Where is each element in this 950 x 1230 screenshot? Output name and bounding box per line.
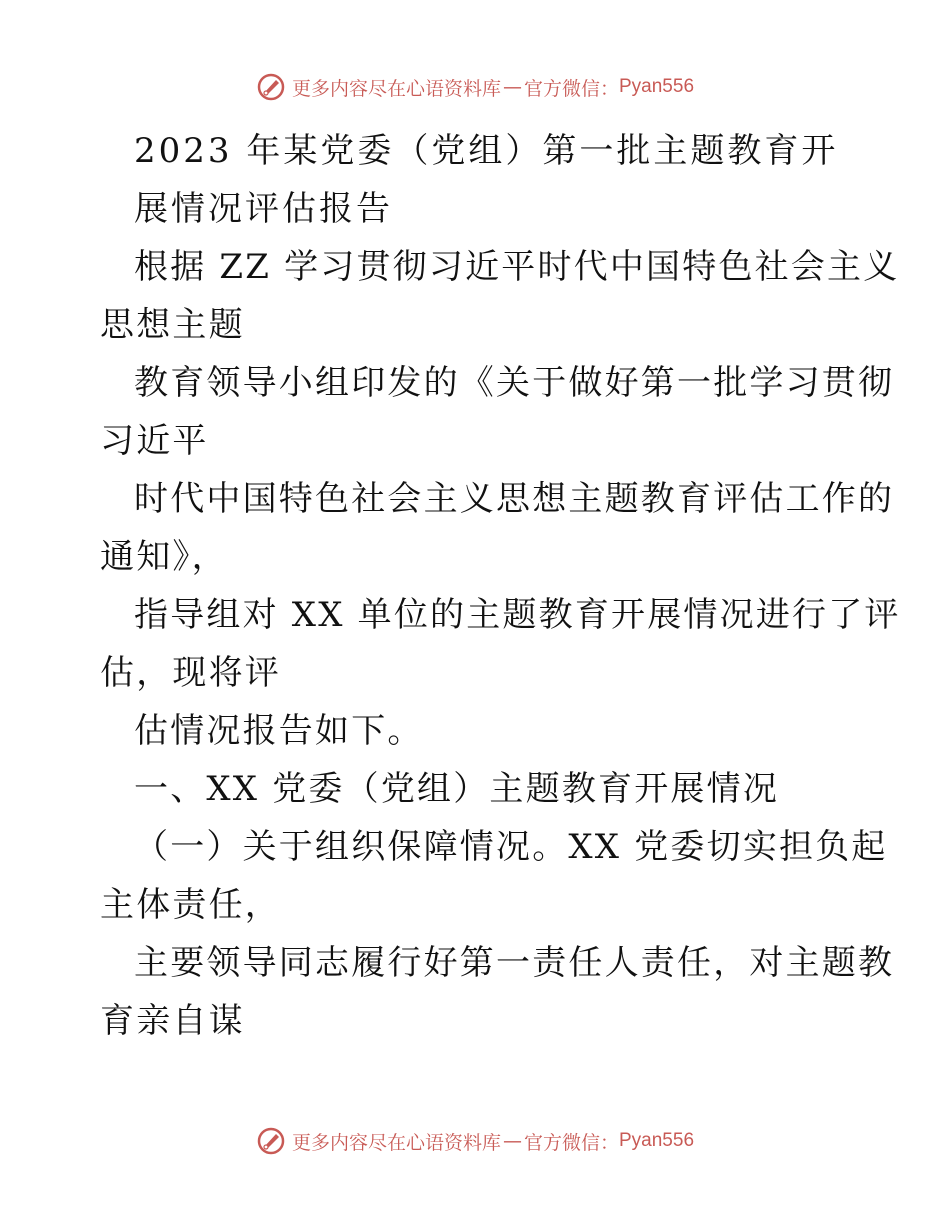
document-body [100,122,901,1050]
watermark-contact-label: 官方微信： [523,77,619,100]
watermark-contact-label: 官方微信： [523,1131,619,1154]
document-line: 思想主题 [100,305,245,345]
watermark-contact-id: Pyan556 [619,1130,695,1151]
document-line: 育亲自谋 [100,1001,245,1041]
document-line: 估，现将评 [100,653,281,693]
document-paragraphs [100,238,901,1050]
watermark-brand: 更多内容尽在心语资料库 [291,77,501,100]
document-title-line-1: 2023 年某党委（党组）第一批主题教育开 [134,131,839,171]
document-line: 通知》， [100,537,228,577]
watermark-contact-id: Pyan556 [619,76,695,97]
document-line: 教育领导小组印发的《关于做好第一批学习贯彻 [134,363,895,403]
watermark-separator: — [502,76,522,98]
footer-watermark [0,1126,950,1156]
document-title-line-2: 展情况评估报告 [134,189,393,229]
brand-logo-icon [256,1126,286,1156]
header-watermark [0,72,950,102]
document-line: 指导组对 XX 单位的主题教育开展情况进行了评 [134,595,901,635]
document-line: 时代中国特色社会主义思想主题教育评估工作的 [134,479,895,519]
document-line: 根据 ZZ 学习贯彻习近平时代中国特色社会主义 [134,247,900,287]
document-line: 习近平 [100,421,209,461]
document-line: 估情况报告如下。 [134,711,424,751]
document-line: 主要领导同志履行好第一责任人责任，对主题教 [134,943,895,983]
document-line: （一）关于组织保障情况。XX 党委切实担负起 [134,827,888,867]
document-line: 一、XX 党委（党组）主题教育开展情况 [134,769,780,809]
document-line: 主体责任， [100,885,281,925]
watermark-separator: — [502,1130,522,1152]
watermark-brand: 更多内容尽在心语资料库 [291,1131,501,1154]
brand-logo-icon [256,72,286,102]
